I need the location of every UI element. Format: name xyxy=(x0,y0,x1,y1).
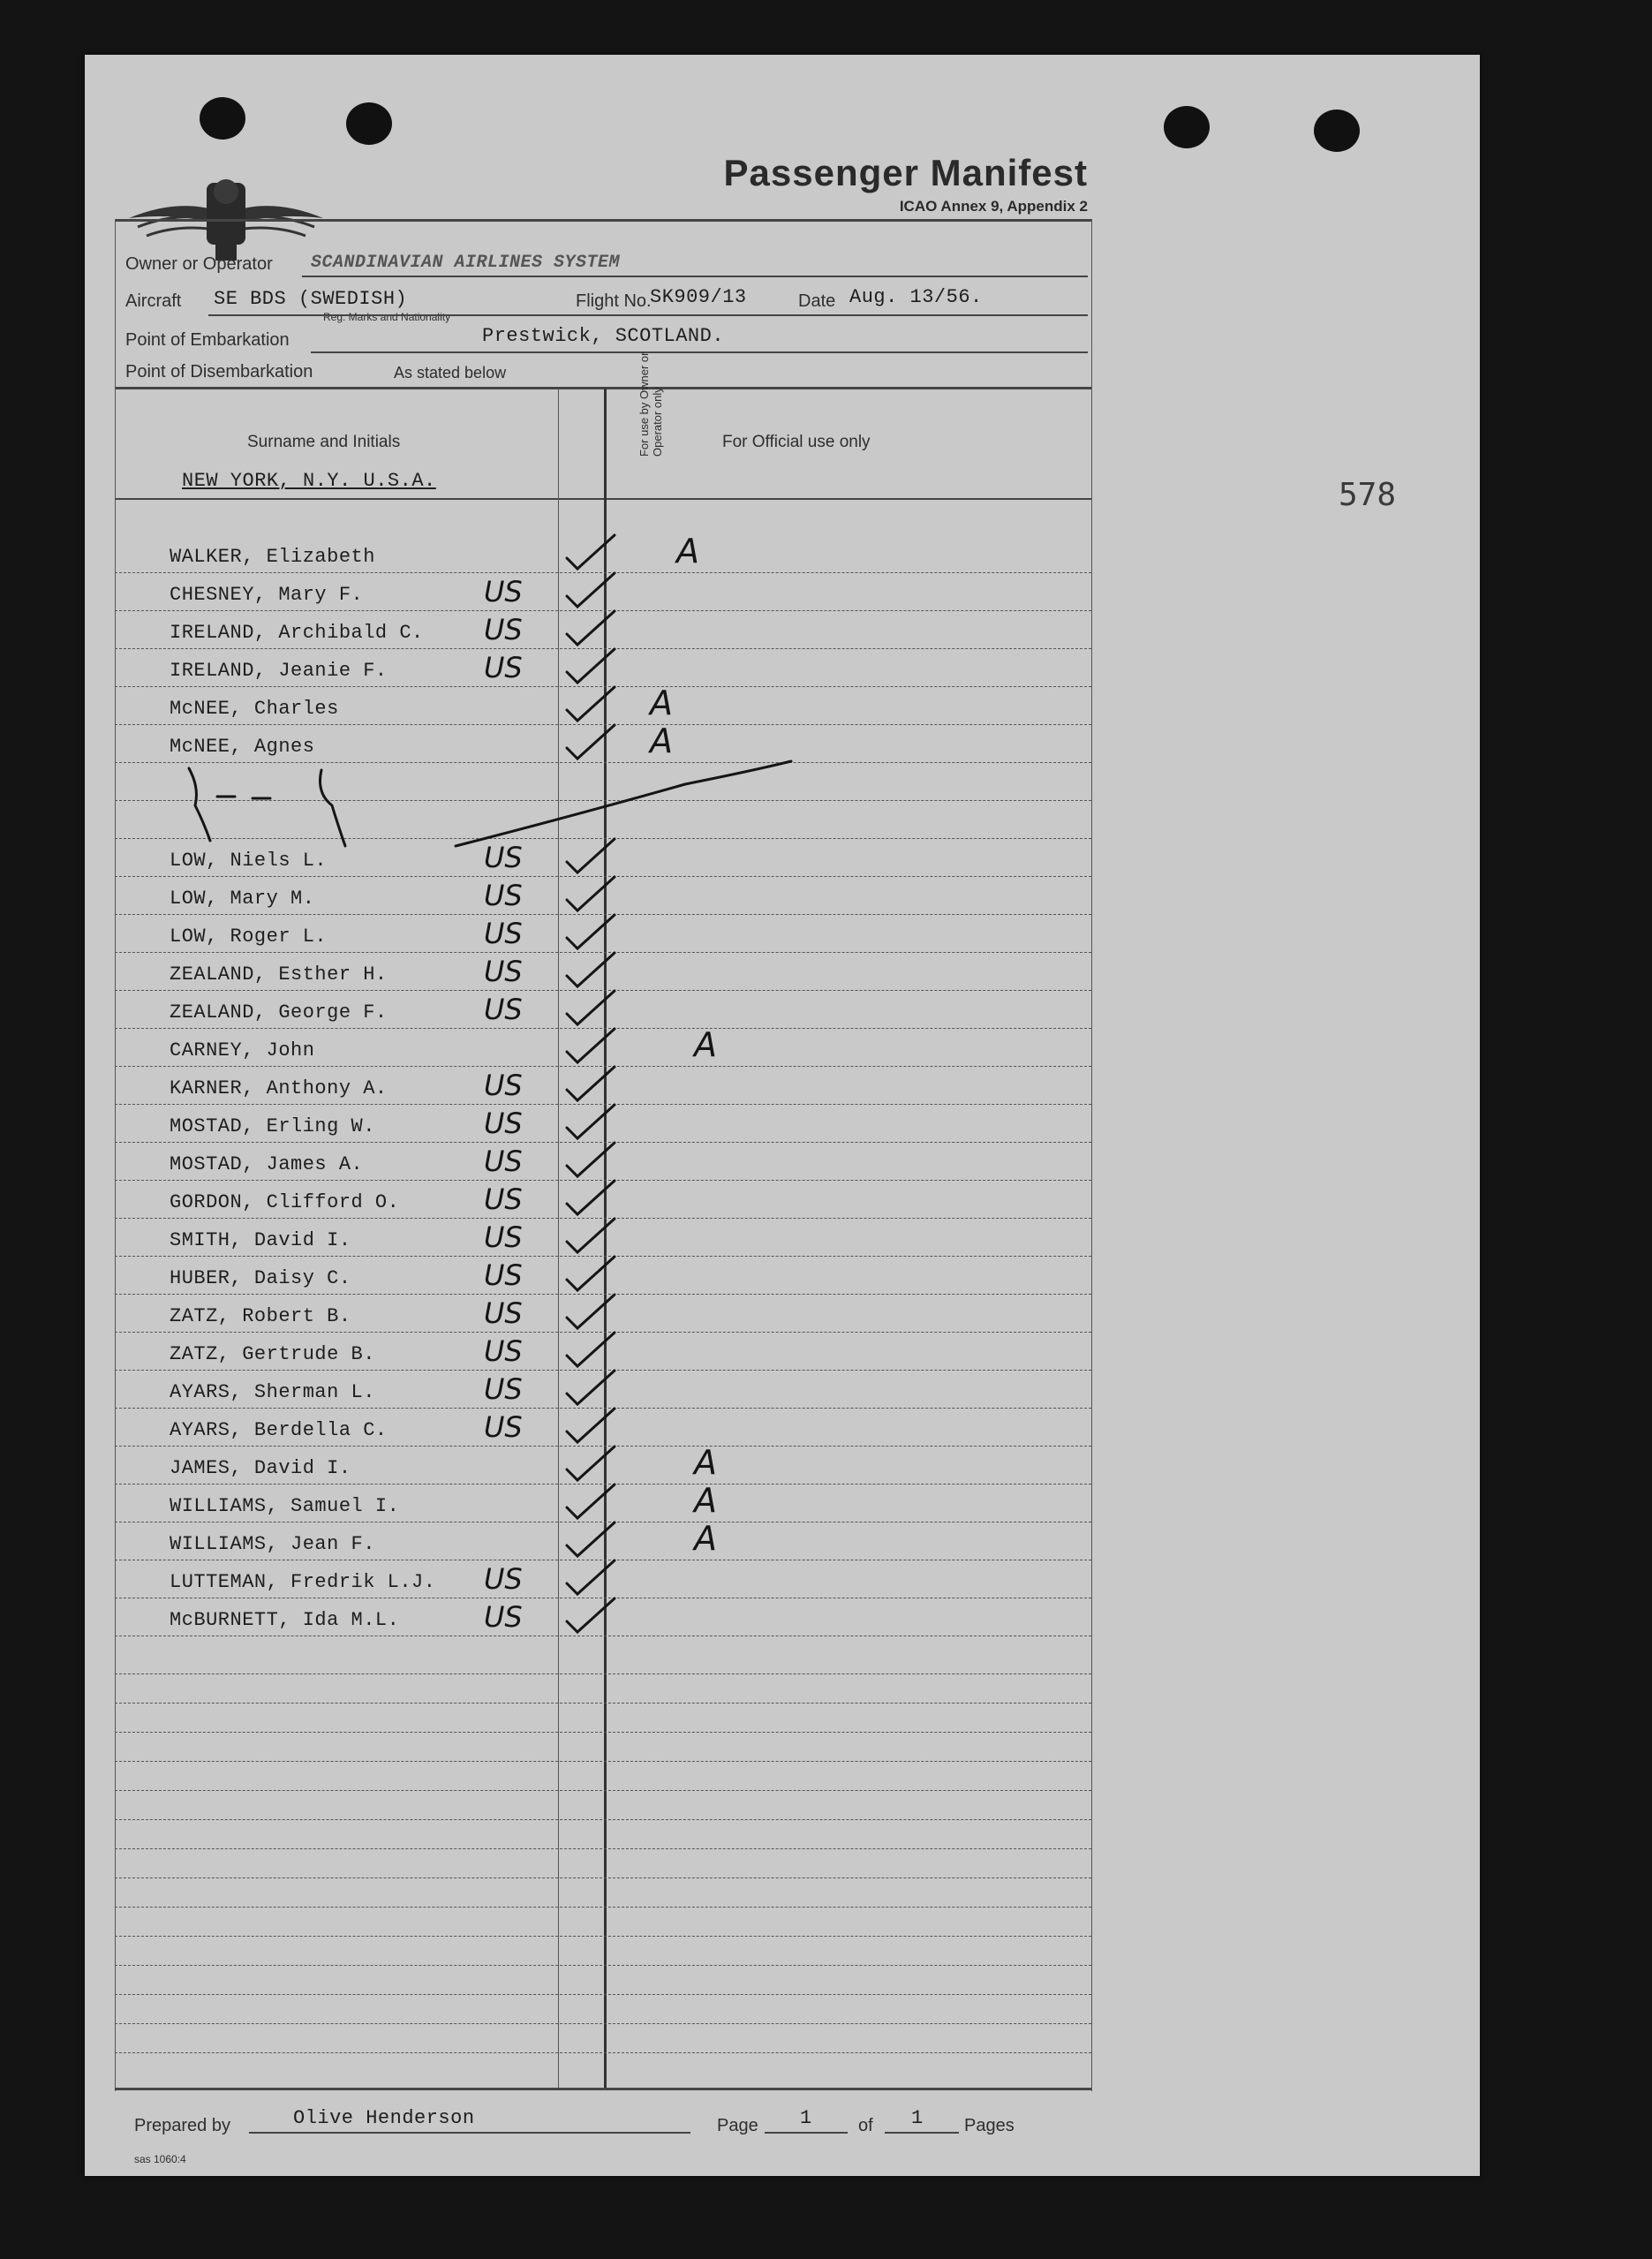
surname-column-header: Surname and Initials xyxy=(247,433,401,451)
official-column-header: For Official use only xyxy=(722,433,871,451)
nationality-mark: US xyxy=(484,841,523,874)
aircraft-line xyxy=(208,314,1088,316)
passenger-name: ZEALAND, Esther H. xyxy=(170,963,388,986)
title-rule xyxy=(115,219,1091,222)
owner-value: SCANDINAVIAN AIRLINES SYSTEM xyxy=(311,253,621,273)
passenger-name: LOW, Niels L. xyxy=(170,850,328,872)
footer-rule xyxy=(115,2088,1091,2090)
passenger-name: JAMES, David I. xyxy=(170,1457,351,1479)
row-line xyxy=(115,2023,1091,2024)
official-mark: A xyxy=(694,1443,717,1482)
nationality-mark: US xyxy=(484,651,523,684)
passenger-name: KARNER, Anthony A. xyxy=(170,1077,388,1099)
official-mark: A xyxy=(694,1481,717,1520)
nationality-mark: US xyxy=(484,1107,523,1140)
nationality-mark: US xyxy=(484,1334,523,1368)
passenger-name: CHESNEY, Mary F. xyxy=(170,584,364,606)
passenger-name: LOW, Mary M. xyxy=(170,888,315,910)
passenger-name: IRELAND, Jeanie F. xyxy=(170,660,388,682)
official-mark: A xyxy=(676,532,699,570)
official-mark: A xyxy=(650,722,673,760)
flight-label: Flight No. xyxy=(576,291,652,311)
punch-hole xyxy=(1314,110,1360,152)
column-header-rule xyxy=(115,498,1091,500)
official-mark: A xyxy=(694,1519,717,1558)
nationality-mark: US xyxy=(484,613,523,646)
passenger-name: ZEALAND, George F. xyxy=(170,1001,388,1024)
passenger-name: GORDON, Clifford O. xyxy=(170,1191,400,1213)
date-label: Date xyxy=(798,291,836,311)
passenger-name: WILLIAMS, Jean F. xyxy=(170,1533,375,1555)
nationality-mark: US xyxy=(484,955,523,988)
row-line xyxy=(115,1673,1091,1674)
prepared-label: Prepared by xyxy=(134,2116,230,2135)
of-label: of xyxy=(858,2116,873,2135)
check-mark-icon xyxy=(562,722,623,766)
aircraft-value: SE BDS (SWEDISH) xyxy=(214,288,408,310)
official-mark: A xyxy=(694,1025,717,1064)
punch-hole xyxy=(1164,106,1210,148)
passenger-name: SMITH, David I. xyxy=(170,1229,351,1251)
nationality-mark: US xyxy=(484,993,523,1026)
passenger-name: ZATZ, Gertrude B. xyxy=(170,1343,375,1365)
nationality-mark: US xyxy=(484,575,523,608)
aircraft-note: Reg. Marks and Nationality xyxy=(323,311,451,323)
embarkation-label: Point of Embarkation xyxy=(125,330,290,350)
page-subtitle: ICAO Annex 9, Appendix 2 xyxy=(899,198,1088,215)
date-value: Aug. 13/56. xyxy=(849,286,983,308)
row-line xyxy=(115,1965,1091,1966)
passenger-name: McNEE, Agnes xyxy=(170,736,315,758)
nationality-mark: US xyxy=(484,1296,523,1330)
row-line xyxy=(115,1761,1091,1762)
page-value: 1 xyxy=(800,2107,812,2129)
nationality-mark: US xyxy=(484,917,523,950)
flight-value: SK909/13 xyxy=(650,286,747,308)
page-right-edge xyxy=(1091,219,1092,2091)
owner-line xyxy=(302,276,1088,277)
nationality-mark: US xyxy=(484,1145,523,1178)
passenger-name: ZATZ, Robert B. xyxy=(170,1305,351,1327)
passenger-name: AYARS, Sherman L. xyxy=(170,1381,375,1403)
nationality-mark: US xyxy=(484,879,523,912)
passenger-name: LUTTEMAN, Fredrik L.J. xyxy=(170,1571,436,1593)
row-line xyxy=(115,1790,1091,1791)
punch-hole xyxy=(200,97,245,140)
row-line xyxy=(115,1819,1091,1820)
nationality-mark: US xyxy=(484,1600,523,1634)
page-title: Passenger Manifest xyxy=(723,152,1088,193)
destination-heading: NEW YORK, N.Y. U.S.A. xyxy=(182,470,436,492)
disembarkation-label: Point of Disembarkation xyxy=(125,362,313,382)
row-line xyxy=(115,1877,1091,1878)
operator-column-header: For use by Owner or Operator only xyxy=(637,351,664,457)
passenger-name: CARNEY, John xyxy=(170,1039,315,1062)
row-line xyxy=(115,1994,1091,1995)
row-line xyxy=(115,800,1091,801)
punch-hole xyxy=(346,102,392,145)
passenger-name: WALKER, Elizabeth xyxy=(170,546,375,568)
nationality-mark: US xyxy=(484,1220,523,1254)
row-line xyxy=(115,1848,1091,1849)
passenger-name: AYARS, Berdella C. xyxy=(170,1419,388,1441)
pages-label: Pages xyxy=(964,2116,1015,2135)
passenger-name: MOSTAD, James A. xyxy=(170,1153,364,1175)
nationality-mark: US xyxy=(484,1372,523,1406)
passenger-name: McNEE, Charles xyxy=(170,698,339,720)
row-line xyxy=(115,2052,1091,2053)
of-line xyxy=(885,2132,959,2134)
check-mark-icon xyxy=(562,1595,623,1639)
of-value: 1 xyxy=(911,2107,924,2129)
operator-column-left xyxy=(558,389,559,2089)
page-label: Page xyxy=(717,2116,758,2135)
passenger-name: WILLIAMS, Samuel I. xyxy=(170,1495,400,1517)
embarkation-value: Prestwick, SCOTLAND. xyxy=(482,325,725,347)
airline-logo xyxy=(129,134,323,267)
disembarkation-value: As stated below xyxy=(394,364,507,382)
page-left-edge xyxy=(115,219,116,2091)
row-line xyxy=(115,1936,1091,1937)
aircraft-label: Aircraft xyxy=(125,291,182,311)
embarkation-line xyxy=(311,351,1088,353)
form-code: sas 1060:4 xyxy=(134,2153,186,2165)
margin-number: 578 xyxy=(1339,477,1397,513)
nationality-mark: US xyxy=(484,1410,523,1444)
nationality-mark: US xyxy=(484,1069,523,1102)
owner-label: Owner or Operator xyxy=(125,254,273,274)
passenger-name: HUBER, Daisy C. xyxy=(170,1267,351,1289)
passenger-name: IRELAND, Archibald C. xyxy=(170,622,424,644)
prepared-line xyxy=(249,2132,690,2134)
passenger-name: LOW, Roger L. xyxy=(170,926,328,948)
manifest-page xyxy=(85,55,1480,2176)
nationality-mark: US xyxy=(484,1562,523,1596)
row-line xyxy=(115,1732,1091,1733)
row-line xyxy=(115,1703,1091,1704)
nationality-mark: US xyxy=(484,1258,523,1292)
header-rule xyxy=(115,387,1091,389)
row-line xyxy=(115,1907,1091,1908)
passenger-name: MOSTAD, Erling W. xyxy=(170,1115,375,1137)
passenger-name: McBURNETT, Ida M.L. xyxy=(170,1609,400,1631)
nationality-mark: US xyxy=(484,1182,523,1216)
page-line xyxy=(765,2132,848,2134)
official-mark: A xyxy=(650,684,673,722)
prepared-value: Olive Henderson xyxy=(293,2107,475,2129)
